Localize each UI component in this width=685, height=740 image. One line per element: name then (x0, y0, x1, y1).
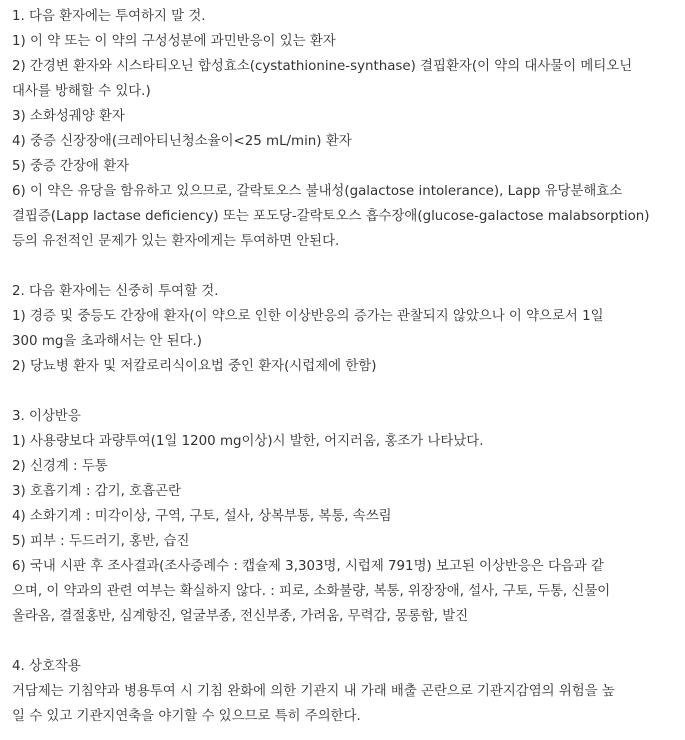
section-heading: 4. 상호작용 (12, 659, 81, 674)
text-line: 1) 경증 및 중등도 간장애 환자(이 약으로 인한 이상반응의 증가는 관찰되지 않았으나 이 약으로서 1일 (12, 309, 604, 324)
section-spacer (12, 254, 673, 279)
section-heading: 1. 다음 환자에는 투여하지 말 것. (12, 9, 206, 24)
section-heading: 2. 다음 환자에는 신중히 투여할 것. (12, 284, 219, 299)
section-adverse-reactions (12, 404, 673, 629)
text-line: 결핍증(Lapp lactase deficiency) 또는 포도당-갈락토오스 흡수장애(glucose-galactose malabsorption) (12, 209, 650, 224)
section-spacer (12, 629, 673, 654)
text-line: 2) 당뇨병 환자 및 저칼로리식이요법 중인 환자(시럽제에 한함) (12, 359, 377, 374)
section-precautions (12, 279, 673, 379)
section-spacer (12, 379, 673, 404)
text-line: 1) 사용량보다 과량투여(1일 1200 mg이상)시 발한, 어지러움, 홍조가 나타났다. (12, 434, 484, 449)
text-line: 일 수 있고 기관지연축을 야기할 수 있으므로 특히 주의한다. (12, 709, 361, 724)
text-line: 1) 이 약 또는 이 약의 구성성분에 과민반응이 있는 환자 (12, 34, 336, 49)
text-line: 6) 이 약은 유당을 함유하고 있으므로, 갈락토오스 불내성(galactose intolerance), Lapp 유당분해효소 (12, 184, 623, 199)
text-line: 2) 간경변 환자와 시스타티오닌 합성효소(cystathionine-synthase) 결핍환자(이 약의 대사물이 메티오닌 (12, 59, 633, 74)
text-line: 3) 호흡기계 : 감기, 호흡곤란 (12, 484, 181, 499)
text-line: 3) 소화성궤양 환자 (12, 109, 125, 124)
text-line: 대사를 방해할 수 있다.) (12, 84, 151, 99)
text-line: 으며, 이 약과의 관련 여부는 확실하지 않다. : 피로, 소화불량, 복통, 위장장애, 설사, 구토, 두통, 신물이 (12, 584, 611, 599)
section-interactions (12, 654, 673, 729)
text-line: 300 mg을 초과해서는 안 된다.) (12, 334, 203, 349)
section-contraindications (12, 4, 673, 254)
text-line: 거담제는 기침약과 병용투여 시 기침 완화에 의한 기관지 내 가래 배출 곤란으로 기관지감염의 위험을 높 (12, 684, 615, 699)
text-line: 올라옴, 결절홍반, 심계항진, 얼굴부종, 전신부종, 가려움, 무력감, 몽롱함, 발진 (12, 609, 469, 624)
text-line: 등의 유전적인 문제가 있는 환자에게는 투여하면 안된다. (12, 234, 340, 249)
section-heading: 3. 이상반응 (12, 409, 81, 424)
text-line: 6) 국내 시판 후 조사결과(조사증례수 : 캡슐제 3,303명, 시럽제 791명) 보고된 이상반응은 다음과 같 (12, 559, 604, 574)
text-line: 5) 피부 : 두드러기, 홍반, 습진 (12, 534, 190, 549)
text-line: 4) 중증 신장장애(크레아티닌청소율이<25 mL/min) 환자 (12, 134, 352, 149)
text-line: 4) 소화기계 : 미각이상, 구역, 구토, 설사, 상복부통, 복통, 속쓰림 (12, 509, 392, 524)
text-line: 5) 중증 간장애 환자 (12, 159, 130, 174)
text-line: 2) 신경계 : 두통 (12, 459, 108, 474)
